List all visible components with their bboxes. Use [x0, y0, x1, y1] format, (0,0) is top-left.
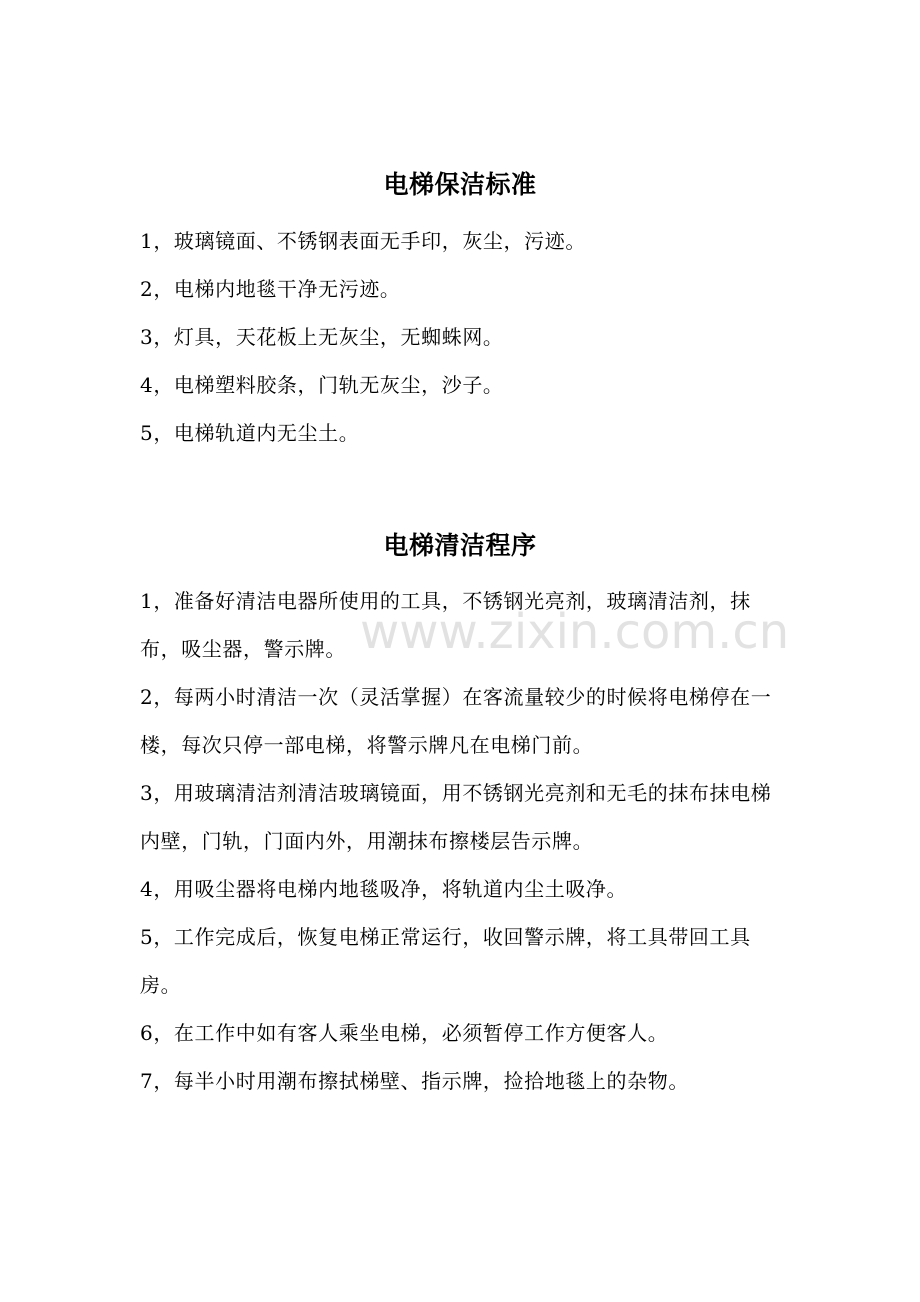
list-item: 1，玻璃镜面、不锈钢表面无手印，灰尘，污迹。 [140, 229, 586, 253]
section-title-cleaning-procedure: 电梯清洁程序 [383, 531, 537, 560]
list-item: 4，电梯塑料胶条，门轨无灰尘，沙子。 [140, 373, 504, 397]
cleaning-procedure-list [140, 577, 790, 1105]
list-item: 1，准备好清洁电器所使用的工具，不锈钢光亮剂，玻璃清洁剂，抹布，吸尘器，警示牌。 [140, 589, 751, 661]
list-item: 6，在工作中如有客人乘坐电梯，必须暂停工作方便客人。 [140, 1021, 669, 1045]
list-item: 5，电梯轨道内无尘土。 [140, 421, 360, 445]
list-item: 2，每两小时清洁一次（灵活掌握）在客流量较少的时候将电梯停在一楼，每次只停一部电梯，将警示牌凡在电梯门前。 [140, 685, 772, 757]
list-item: 4，用吸尘器将电梯内地毯吸净，将轨道内尘土吸净。 [140, 877, 628, 901]
list-item: 3，用玻璃清洁剂清洁玻璃镜面，用不锈钢光亮剂和无毛的抹布抹电梯内壁，门轨，门面内外，用潮抹布擦楼层告示牌。 [140, 781, 772, 853]
list-item: 7，每半小时用潮布擦拭梯壁、指示牌，捡拾地毯上的杂物。 [140, 1069, 689, 1093]
list-item: 2，电梯内地毯干净无污迹。 [140, 277, 401, 301]
list-item: 5，工作完成后，恢复电梯正常运行，收回警示牌，将工具带回工具房。 [140, 925, 751, 997]
section-title-cleaning-standard: 电梯保洁标准 [383, 170, 537, 199]
cleaning-standard-list [140, 217, 790, 457]
list-item: 3，灯具，天花板上无灰尘，无蜘蛛网。 [140, 325, 504, 349]
watermark: www.zixin.com.cn [360, 604, 790, 660]
